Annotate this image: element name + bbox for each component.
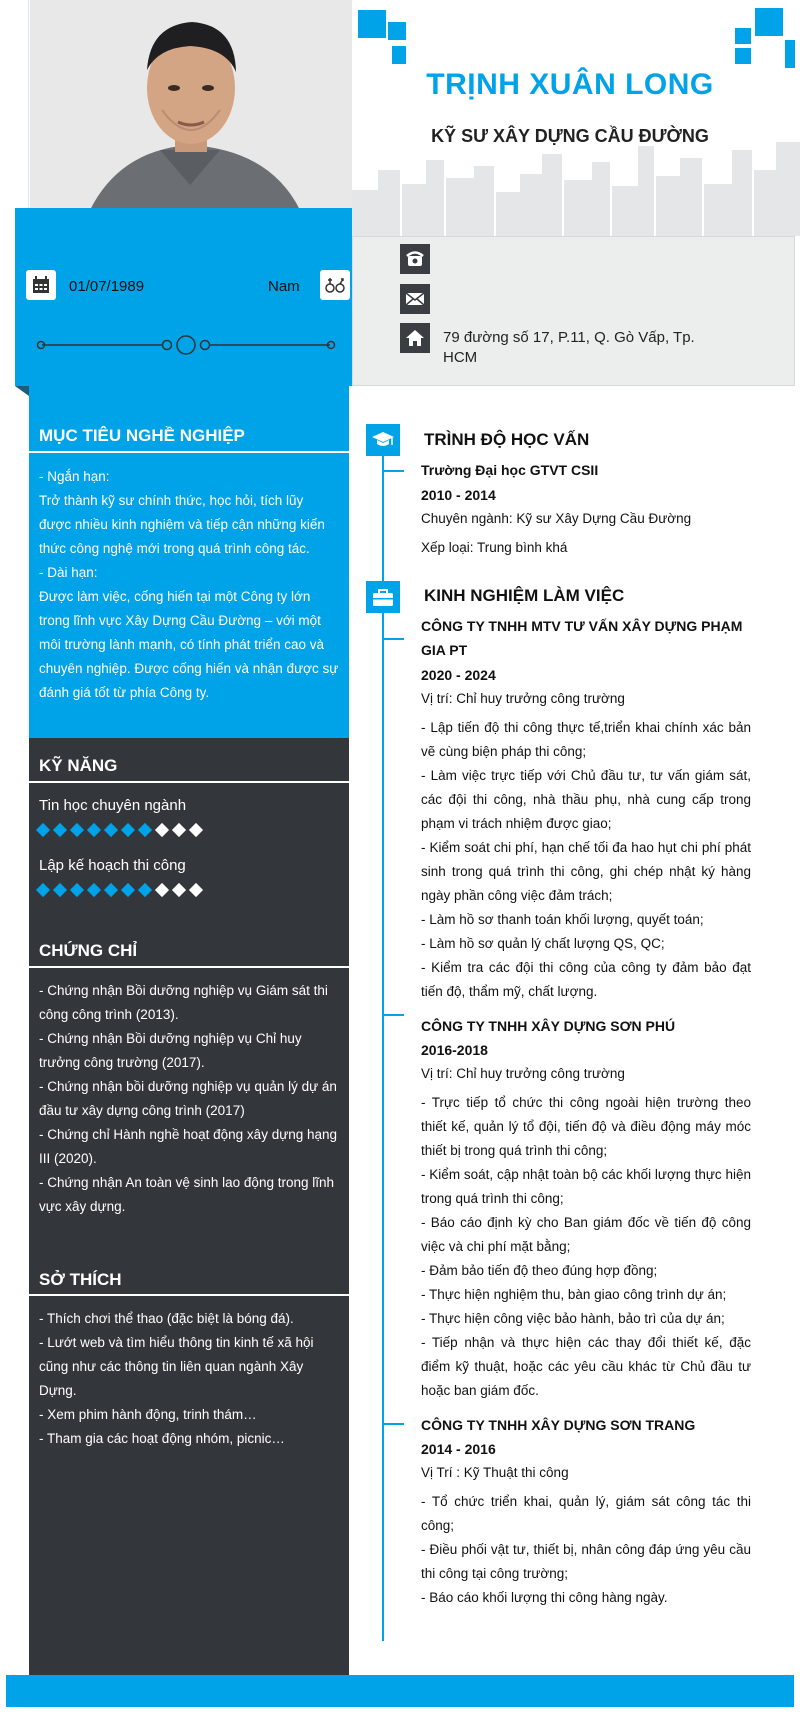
- objective-long-label: - Dài hạn:: [39, 565, 98, 580]
- job-years: 2020 - 2024: [421, 667, 496, 683]
- certificates-rule: [29, 966, 349, 968]
- objective-long-text: Được làm việc, cống hiến tại một Công ty lớn trong lĩnh vực Xây Dựng Cầu Đường – với một môi trường lành mạnh, có tính phát triển cao và chuyên nghiệp. Được cống hiến và nhận được sự đánh giá tốt từ phía Công ty.: [39, 589, 339, 700]
- job-position: Vị trí: Chỉ huy trưởng công trường: [421, 1066, 625, 1081]
- certificates-heading: CHỨNG CHỈ: [39, 941, 138, 960]
- personal-info-band: [15, 208, 352, 386]
- education-grade: Xếp loại: Trung bình khá: [421, 540, 568, 555]
- objective-rule: [29, 451, 349, 453]
- hobbies-text: - Thích chơi thể thao (đặc biệt là bóng đá). - Lướt web và tìm hiểu thông tin kinh tế xã hội cũng như các thông tin liên quan ngành Xây Dựng. - Xem phim hành động, trinh thám… - Tham gia các hoạt động nhóm, picnic…: [39, 1311, 314, 1446]
- deco-square: [735, 48, 751, 64]
- timeline-tick: [382, 638, 404, 640]
- rating-diamond-filled: [53, 823, 67, 837]
- education-heading: TRÌNH ĐỘ HỌC VẤN: [424, 430, 590, 449]
- rating-diamond-filled: [121, 883, 135, 897]
- timeline-line: [382, 438, 384, 1641]
- decor-divider: [36, 332, 336, 358]
- footer-bar: [6, 1675, 794, 1707]
- skill-rating: [38, 825, 201, 835]
- rating-diamond-empty: [155, 883, 169, 897]
- experience-heading: KINH NGHIỆM LÀM VIỆC: [424, 586, 625, 605]
- objective-text: [39, 465, 339, 705]
- objective-short-text: Trở thành kỹ sư chính thức, học hỏi, tích lũy được nhiều kinh nghiệm và tiếp cận những kiến thức công nghệ mới trong quá trình công tác.: [39, 493, 325, 556]
- hobbies-heading: SỞ THÍCH: [39, 1270, 122, 1289]
- company-name: CÔNG TY TNHH XÂY DỰNG SƠN TRANG: [421, 1417, 696, 1433]
- rating-diamond-filled: [104, 823, 118, 837]
- timeline-tick: [382, 470, 404, 472]
- timeline-tick: [382, 1014, 404, 1016]
- edge-line: [28, 0, 29, 210]
- job-position: Vị Trí : Kỹ Thuật thi công: [421, 1465, 569, 1480]
- profile-photo: [30, 0, 352, 210]
- rating-diamond-filled: [87, 823, 101, 837]
- objective-heading: MỤC TIÊU NGHỀ NGHIỆP: [39, 426, 245, 445]
- job-years: 2014 - 2016: [421, 1441, 496, 1457]
- skills-rule: [29, 781, 349, 783]
- deco-square: [392, 46, 406, 64]
- rating-diamond-empty: [189, 883, 203, 897]
- skill-rating: [38, 885, 201, 895]
- rating-diamond-filled: [87, 883, 101, 897]
- rating-diamond-empty: [172, 883, 186, 897]
- calendar-icon: [26, 270, 56, 300]
- deco-square: [735, 28, 751, 44]
- objective-short-label: - Ngắn hạn:: [39, 469, 110, 484]
- band-fold: [15, 386, 29, 396]
- skill-name: Tin học chuyên ngành: [39, 797, 187, 814]
- candidate-name: TRỊNH XUÂN LONG: [426, 68, 714, 101]
- rating-diamond-filled: [138, 823, 152, 837]
- city-skyline: [352, 140, 800, 236]
- rating-diamond-filled: [70, 823, 84, 837]
- education-major: Chuyên ngành: Kỹ sư Xây Dựng Cầu Đường: [421, 511, 692, 526]
- rating-diamond-empty: [189, 823, 203, 837]
- certificates-text: - Chứng nhận Bồi dưỡng nghiệp vụ Giám sát thi công công trình (2013). - Chứng nhận Bồi dưỡng nghiệp vụ Chỉ huy trưởng công trường (2017). - Chứng nhận bồi dưỡng nghiệp vụ quản lý dự án đầu tư xây dựng công trình (2017) - Chứng chỉ Hành nghề hoạt động xây dựng hạng III (2020). - Chứng nhận An toàn vệ sinh lao động trong lĩnh vực xây dựng.: [39, 983, 338, 1214]
- job-duties: - Lập tiến độ thi công thực tế,triển khai chính xác bản vẽ cùng biện pháp thi công; - Làm việc trực tiếp với Chủ đầu tư, tư vấn giám sát, các đội thi công, nhà thầu phụ, nhà cung cấp trong phạm vi trách nhiệm được giao; - Kiểm soát chi phí, hạn chế tối đa hao hụt chi phí phát sinh trong quá trình thi công, ghi chép nhật ký hàng ngày phần công việc đảm trách; - Làm hồ sơ thanh toán khối lượng, quyết toán; - Làm hồ sơ quản lý chất lượng QS, QC; - Kiểm tra các đội thi công của công ty đảm bảo đạt tiến độ, thẩm mỹ, chất lượng.: [421, 720, 751, 999]
- job-duties: - Trực tiếp tổ chức thi công ngoài hiện trường theo thiết kế, quản lý tổ đội, tiến độ và điều động máy móc thiết bị trong quá trình thi công; - Kiểm soát, cập nhật toàn bộ các khối lượng thực hiện trong quá trình thi công; - Báo cáo định kỳ cho Ban giám đốc về tiến độ công việc và chi phí mặt bằng; - Đảm bảo tiến độ theo đúng hợp đồng; - Thực hiện nghiệm thu, bàn giao công trình dự án; - Thực hiện công việc bảo hành, bảo trì của dự án; - Tiếp nhận và thực hiện các thay đổi thiết kế, đặc điểm kỹ thuật, hoặc các yêu cầu khác từ Chủ đầu tư hoặc ban giám đốc.: [421, 1095, 751, 1398]
- address: 79 đường số 17, P.11, Q. Gò Vấp, Tp. HCM: [443, 329, 695, 366]
- rating-diamond-empty: [155, 823, 169, 837]
- rating-diamond-filled: [104, 883, 118, 897]
- deco-square: [755, 8, 783, 36]
- rating-diamond-filled: [121, 823, 135, 837]
- job-years: 2016-2018: [421, 1042, 488, 1058]
- deco-square: [785, 40, 795, 68]
- job-duties: - Tổ chức triển khai, quản lý, giám sát công tác thi công; - Điều phối vật tư, thiết bị, nhân công đáp ứng yêu cầu thi công tại công trường; - Báo cáo khối lượng thi công hàng ngày.: [421, 1494, 751, 1605]
- email-icon: [400, 284, 430, 314]
- timeline-tick: [382, 1423, 404, 1425]
- school-name: Trường Đại học GTVT CSII: [421, 462, 599, 478]
- home-icon: [400, 323, 430, 353]
- birthdate: 01/07/1989: [69, 278, 145, 295]
- company-name: CÔNG TY TNHH XÂY DỰNG SƠN PHÚ: [421, 1018, 676, 1034]
- gender: Nam: [268, 278, 300, 295]
- rating-diamond-filled: [36, 883, 50, 897]
- skill-name: Lập kế hoạch thi công: [39, 857, 186, 874]
- briefcase-icon: [366, 581, 400, 613]
- rating-diamond-filled: [70, 883, 84, 897]
- rating-diamond-filled: [138, 883, 152, 897]
- rating-diamond-filled: [53, 883, 67, 897]
- job-position: Vị trí: Chỉ huy trưởng công trường: [421, 691, 625, 706]
- phone-icon: [400, 244, 430, 274]
- gender-icon: [320, 270, 350, 300]
- job-title: KỸ SƯ XÂY DỰNG CẦU ĐƯỜNG: [431, 126, 709, 146]
- rating-diamond-filled: [36, 823, 50, 837]
- company-name: CÔNG TY TNHH MTV TƯ VẤN XÂY DỰNG PHẠM GIA PT: [421, 618, 743, 658]
- hobbies-rule: [29, 1294, 349, 1296]
- rating-diamond-empty: [172, 823, 186, 837]
- deco-square: [358, 10, 386, 38]
- skills-heading: KỸ NĂNG: [39, 756, 118, 775]
- graduation-cap-icon: [366, 424, 400, 456]
- deco-square: [388, 22, 406, 40]
- education-years: 2010 - 2014: [421, 487, 496, 503]
